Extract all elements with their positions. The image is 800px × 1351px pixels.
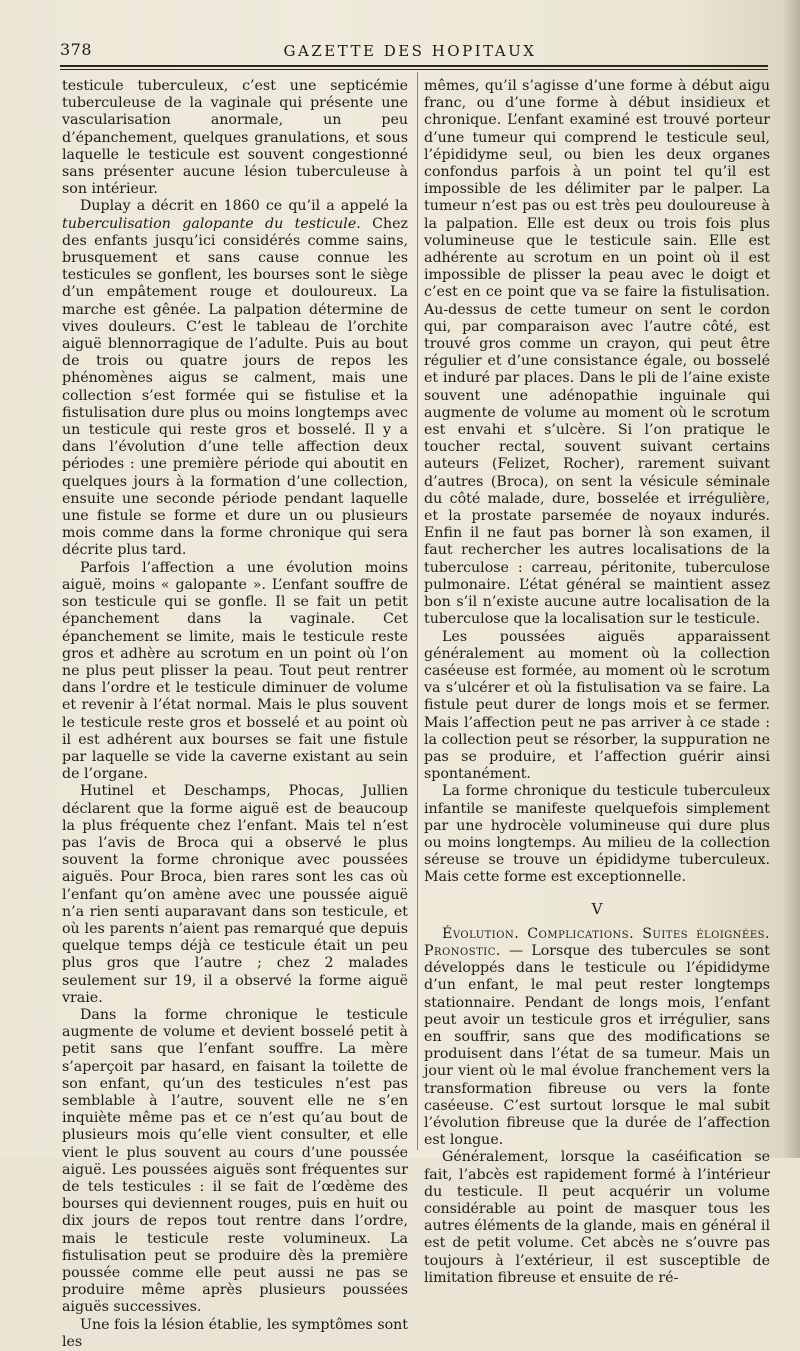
paragraph-text: — Lorsque des tubercules se sont développés dans le testicule ou l’épididyme d’un enfant, le mal peut rester longtemps stationnaire. Pendant de longs mois, l’enfant peut avoir un testicule gros et irrégulier, sans en souffrir, sans que des modifications se produisent dans l’état de sa tumeur. Mais un jour vient où le mal évolue franchement vers la transformation fibreuse ou vers la fonte caséeuse. C’est surtout lorsque le mal subit l’évolution fibreuse que la durée de l’affection est longue. [424, 942, 770, 1149]
right-column [424, 78, 770, 1287]
paragraph: Généralement, lorsque la caséification se fait, l’abcès est rapidement formé à l’intérieur du testicule. Il peut acquérir un volume considérable au point de masquer tous les autres éléments de la glande, mais en général il est de petit volume. Cet abcès ne s’ouvre pas toujours à l’extérieur, il est susceptible de limitation fibreuse et ensuite de ré- [424, 1149, 770, 1286]
paragraph: Une fois la lésion établie, les symptômes sont les [62, 1316, 408, 1350]
paragraph: Les poussées aiguës apparaissent généralement au moment où la collection caséeuse est formée, au moment où le scrotum va s’ulcérer et où la fistulisation va se faire. La fistule peut durer de longs mois et se fermer. Mais l’affection peut ne pas arriver à ce stade : la collection peut se résorber, la suppuration ne pas se produire, et l’affection guérir ainsi spontanément. [424, 628, 770, 783]
paragraph: testicule tuberculeux, c’est une septicémie tuberculeuse de la vaginale qui présente une vascularisation anormale, un peu d’épanchement, quelques granulations, et sous laquelle le testicule est souvent congestionné sans présenter aucune lésion tuberculeuse à son intérieur. [62, 78, 408, 198]
page-number: 378 [60, 40, 93, 59]
italic-term: tuberculisation galopante du testicule [62, 215, 357, 232]
paragraph-text: Duplay a décrit en 1860 ce qu’il a appelé la [80, 198, 408, 215]
header-rule-thin [60, 69, 768, 70]
journal-title: GAZETTE DES HOPITAUX [283, 42, 537, 60]
section-number: V [591, 899, 603, 918]
left-column [62, 78, 408, 1351]
paragraph: Parfois l’affection a une évolution moins aiguë, moins « galopante ». L’enfant souffre de son testicule qui se gonfle. Il se fait un petit épanchement dans la vaginale. Cet épanchement se limite, mais le testicule reste gros et adhère au scrotum en un point où l’on ne plus peut plisser la peau. Tout peut rentrer dans l’ordre et le testicule diminuer de volume et revenir à l’état normal. Mais le plus souvent le testicule reste gros et bosselé et au point où il est adhérent aux bourses se fait une fistule par laquelle se vide la caverne existant au sein de l’organe. [62, 559, 408, 783]
paragraph-text: . Chez des enfants jusqu’ici considérés comme sains, brusquement et sans cause connue les testicules se gonflent, les bourses sont le siège d’un empâtement rouge et douloureux. La marche est gênée. La palpation détermine de vives douleurs. C’est le tableau de l’orchite aiguë blennorragique de l’adulte. Puis au bout de trois ou quatre jours de repos les phénomènes aigus se calment, mais une collection s’est formée qui se fistulise et la fistulisation dure plus ou moins longtemps avec un testicule qui reste gros et bosselé. Il y a dans l’évolution d’une telle affection deux périodes : une première période qui aboutit en quelques jours à la formation d’une collection, ensuite une seconde période pendant laquelle une fistule se forme et dure un ou plusieurs mois comme dans la forme chronique qui sera décrite plus tard. [62, 215, 408, 559]
section-heading: Évolution. Complications. Suites éloignées. Pronostic. [424, 925, 770, 959]
page-header [60, 40, 760, 66]
paragraph: La forme chronique du testicule tuberculeux infantile se manifeste quelquefois simplement par une hydrocèle volumineuse qui dure plus ou moins longtemps. Au milieu de la collection séreuse se trouve un épididyme tuberculeux. Mais cette forme est exceptionnelle. [424, 783, 770, 886]
paragraph: mêmes, qu’il s’agisse d’une forme à début aigu franc, ou d’une forme à début insidieux et chronique. L’enfant examiné est trouvé porteur d’une tumeur qui comprend le testicule seul, l’épididyme seul, ou bien les deux organes confondus parfois à un point tel qu’il est impossible de les délimiter par le palper. La tumeur n’est pas ou est très peu douloureuse à la palpation. Elle est deux ou trois fois plus volumineuse que le testicule sain. Elle est adhérente au scrotum en un point où il est impossible de plisser la peau avec le doigt et c’est en ce point que va se faire la fistulisation. Au-dessus de cette tumeur on sent le cordon qui, par comparaison avec l’autre côté, est trouvé gros comme un crayon, qui peut être régulier et d’une consistance égale, ou bosselé et induré par places. Dans le pli de l’aine existe souvent une adénopathie inguinale qui augmente de volume au moment où le scrotum est envahi et s’ulcère. Si l’on pratique le toucher rectal, souvent suivant certains auteurs (Felizet, Rocher), rarement suivant d’autres (Broca), on sent la vésicule séminale du côté malade, dure, bosselée et irrégulière, et la prostate parsemée de noyaux indurés. Enfin il ne faut pas borner là son examen, il faut rechercher les autres localisations de la tuberculose : carreau, péritonite, tuberculose pulmonaire. L’état général se maintient assez bon s’il n’existe aucune autre localisation de la tuberculose que la localisation sur le testicule. [424, 78, 770, 628]
header-rule-thick [60, 65, 768, 67]
paragraph [62, 198, 408, 559]
column-divider [417, 72, 418, 1150]
paragraph [424, 926, 770, 1150]
paragraph: Dans la forme chronique le testicule augmente de volume et devient bosselé petit à petit sans que l’enfant souffre. La mère s’aperçoit par hasard, en faisant la toilette de son enfant, qu’un des testicules n’est pas semblable à l’autre, souvent elle ne s’en inquiète même pas et ce n’est qu’au bout de plusieurs mois qu’elle vient consulter, et elle vient le plus souvent au cours d’une poussée aiguë. Les poussées aiguës sont fréquentes sur de tels testicules : il se fait de l’œdème des bourses qui deviennent rouges, puis en huit ou dix jours de repos tout rentre dans l’ordre, mais le testicule reste volumineux. La fistulisation peut se produire dès la première poussée comme elle peut aussi ne pas se produire même après plusieurs poussées aiguës successives. [62, 1006, 408, 1316]
page-edge-shadow [782, 0, 800, 1158]
paragraph: Hutinel et Deschamps, Phocas, Jullien déclarent que la forme aiguë est de beaucoup la plus fréquente chez l’enfant. Mais tel n’est pas l’avis de Broca qui a observé le plus souvent la forme chronique avec poussées aiguës. Pour Broca, bien rares sont les cas où l’enfant qu’on amène avec une poussée aiguë n’a rien senti auparavant dans son testicule, et où les parents n’aient pas remarqué que depuis quelque temps déjà ce testicule était un peu plus gros que l’autre ; chez 2 malades seulement sur 19, il a observé la forme aiguë vraie. [62, 783, 408, 1006]
